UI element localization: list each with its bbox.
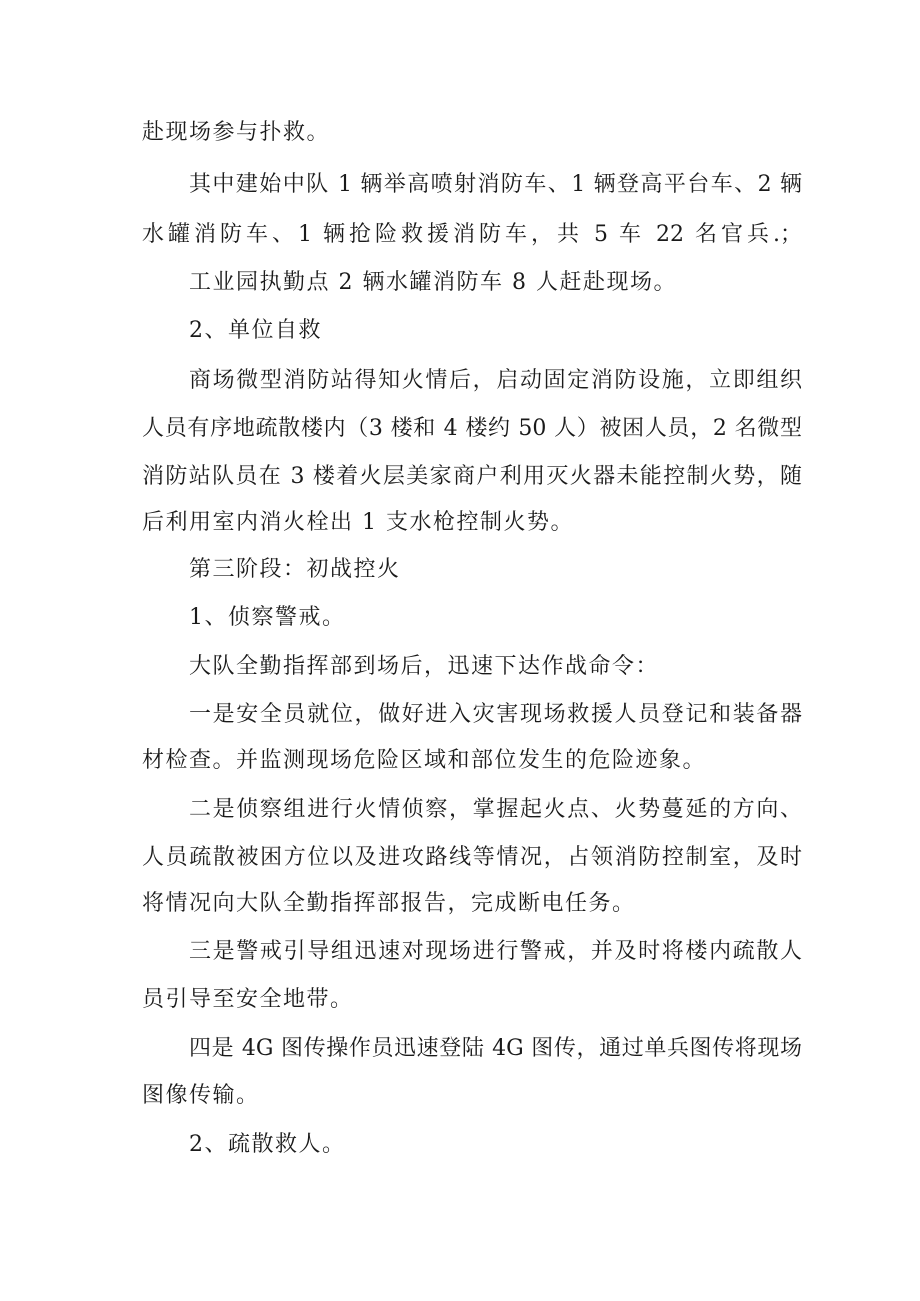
paragraph-line: 一是安全员就位，做好进入灾害现场救援人员登记和装备器 — [189, 702, 802, 727]
section-heading: 2、疏散救人。 — [189, 1132, 346, 1157]
paragraph-line: 工业园执勤点 2 辆水罐消防车 8 人赶赴现场。 — [189, 270, 677, 295]
paragraph-line: 员引导至安全地带。 — [142, 987, 354, 1012]
paragraph-line: 人员疏散被困方位以及进攻路线等情况，占领消防控制室，及时 — [142, 845, 802, 870]
section-heading: 1、侦察警戒。 — [189, 605, 346, 630]
paragraph-line: 二是侦察组进行火情侦察，掌握起火点、火势蔓延的方向、 — [189, 797, 802, 822]
paragraph-line: 商场微型消防站得知火情后，启动固定消防设施，立即组织 — [189, 368, 802, 393]
paragraph-line: 后利用室内消火栓出 1 支水枪控制火势。 — [142, 510, 574, 535]
paragraph-line: 大队全勤指挥部到场后，迅速下达作战命令： — [189, 654, 660, 679]
paragraph-line: 人员有序地疏散楼内（3 楼和 4 楼约 50 人）被困人员，2 名微型 — [142, 416, 802, 441]
paragraph-line: 其中建始中队 1 辆举高喷射消防车、1 辆登高平台车、2 辆 — [189, 172, 802, 197]
paragraph-line: 四是 4G 图传操作员迅速登陆 4G 图传，通过单兵图传将现场 — [189, 1036, 802, 1061]
paragraph-line: 赴现场参与扑救。 — [142, 120, 331, 145]
paragraph-line: 三是警戒引导组迅速对现场进行警戒，并及时将楼内疏散人 — [189, 939, 802, 964]
paragraph-line: 消防站队员在 3 楼着火层美家商户利用灭火器未能控制火势，随 — [142, 464, 802, 489]
paragraph-line: 材检查。并监测现场危险区域和部位发生的危险迹象。 — [142, 748, 707, 773]
paragraph-line: 水罐消防车、1 辆抢险救援消防车，共 5 车 22 名官兵.； — [142, 222, 802, 247]
paragraph-line: 图像传输。 — [142, 1083, 260, 1108]
section-heading: 2、单位自救 — [189, 318, 322, 343]
paragraph-line: 将情况向大队全勤指挥部报告，完成断电任务。 — [142, 891, 636, 916]
section-heading: 第三阶段：初战控火 — [189, 557, 401, 582]
